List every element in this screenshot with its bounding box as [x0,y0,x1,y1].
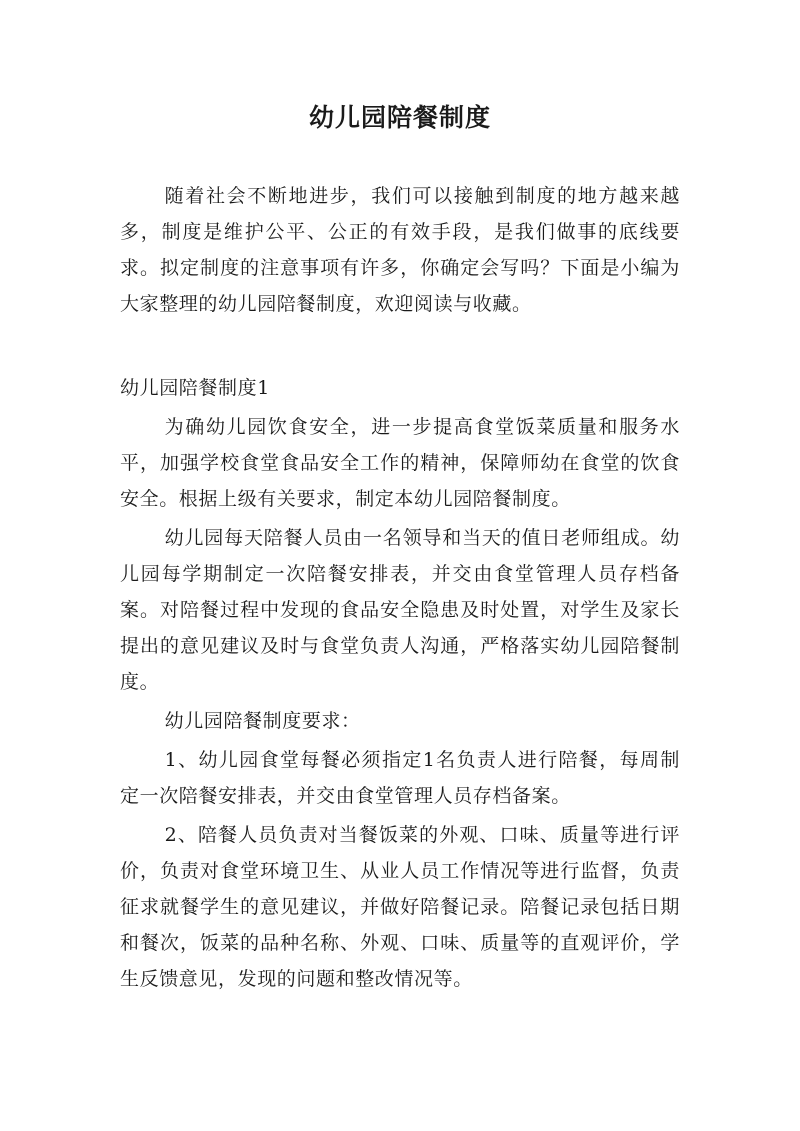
requirements-heading: 幼儿园陪餐制度要求： [164,710,361,732]
requirement-item-2: 2、陪餐人员负责对当餐饭菜的外观、口味、质量等进行评价，负责对食堂环境卫生、从业人员工作情况等进行监督，负责征求就餐学生的意见建议，并做好陪餐记录。陪餐记录包括日期和餐次，饭菜的品种名称、外观、口味、质量等的直观评价，学生反馈意见，发现的问题和整改情况等。 [120,824,680,990]
intro-paragraph: 随着社会不断地进步，我们可以接触到制度的地方越来越多，制度是维护公平、公正的有效手段，是我们做事的底线要求。拟定制度的注意事项有许多，你确定会写吗？下面是小编为大家整理的幼儿园陪餐制度，欢迎阅读与收藏。 [120,185,680,315]
body-paragraph-1: 为确幼儿园饮食安全，进一步提高食堂饭菜质量和服务水平，加强学校食堂食品安全工作的精神，保障师幼在食堂的饮食安全。根据上级有关要求，制定本幼儿园陪餐制度。 [120,416,680,510]
requirement-item-1: 1、幼儿园食堂每餐必须指定1名负责人进行陪餐，每周制定一次陪餐安排表，并交由食堂管理人员存档备案。 [120,749,680,807]
document-body [120,178,680,997]
section-heading: 幼儿园陪餐制度1 [120,377,270,399]
body-paragraph-2: 幼儿园每天陪餐人员由一名领导和当天的值日老师组成。幼儿园每学期制定一次陪餐安排表，并交由食堂管理人员存档备案。对陪餐过程中发现的食品安全隐患及时处置，对学生及家长提出的意见建议及时与食堂负责人沟通，严格落实幼儿园陪餐制度。 [120,527,680,693]
document-title: 幼儿园陪餐制度 [308,103,491,132]
